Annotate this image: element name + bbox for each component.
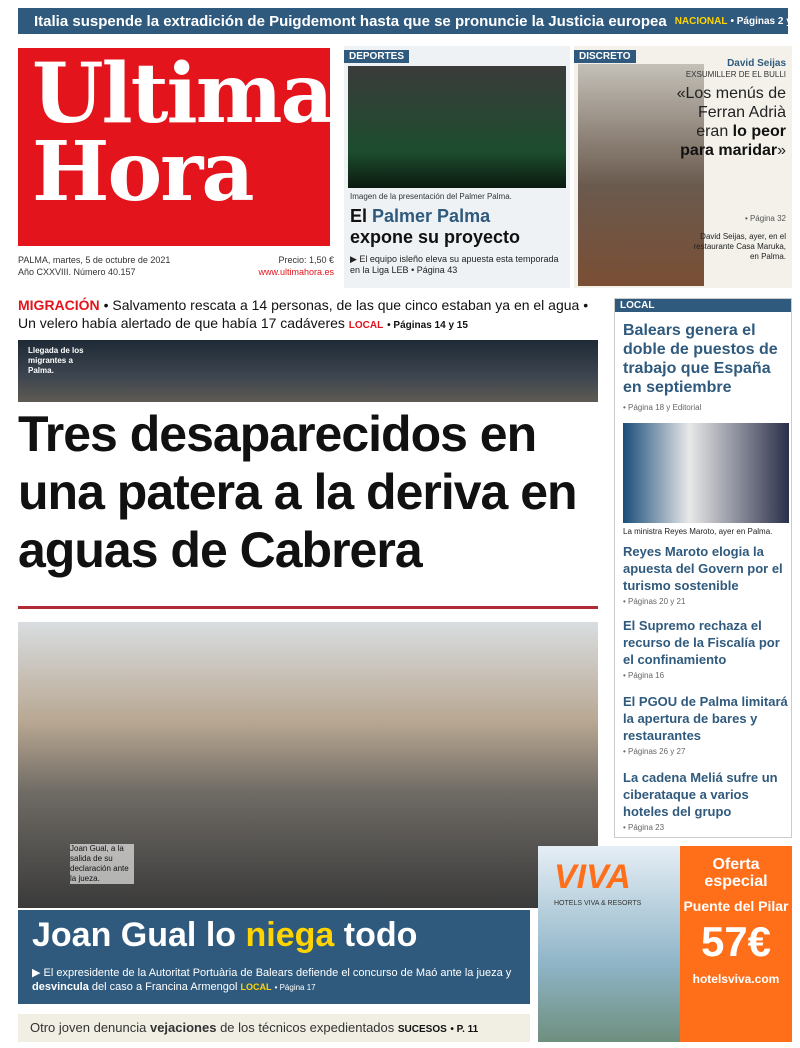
page-ref: • Página 32 bbox=[744, 214, 786, 223]
dateline bbox=[18, 254, 334, 278]
sucesos-teaser[interactable]: Otro joven denuncia vejaciones de los técnicos expedientados SUCESOS • P. 11 bbox=[18, 1014, 530, 1042]
local-item-2[interactable]: Reyes Maroto elogia la apuesta del Govern por el turismo sostenible bbox=[623, 544, 783, 593]
price: Precio: 1,50 € bbox=[278, 255, 334, 265]
gual-subhead: ▶ El expresidente de la Autoritat Portuària de Balears defiende el concurso de Maó ante la jueza y desvincula del caso a Francina Armengol LOCAL • Página 17 bbox=[32, 967, 512, 993]
page-ref: • Páginas 26 y 27 bbox=[623, 747, 686, 756]
main-headline[interactable]: Tres desaparecidos en una patera a la deriva en aguas de Cabrera bbox=[18, 406, 577, 578]
local-item-4[interactable]: El PGOU de Palma limitará la apertura de bares y restaurantes bbox=[623, 694, 788, 743]
photo-caption: Joan Gual, a la salida de su declaración ante la jueza. bbox=[70, 844, 134, 884]
quote: «Los menús de Ferran Adrià eran lo peor para maridar» bbox=[676, 85, 786, 159]
masthead-line2: Hora bbox=[32, 123, 253, 220]
divider bbox=[18, 606, 598, 609]
ad-price: 57€ bbox=[700, 918, 772, 965]
local-column bbox=[614, 298, 792, 838]
page-ref: • Página 16 bbox=[623, 671, 665, 680]
section-label-local: LOCAL bbox=[615, 299, 791, 312]
migration-kicker: MIGRACIÓN • Salvamento rescata a 14 personas, de las que cinco estaban ya en el agua • Un velero había alertado de que había 17 cadáveres LOCAL • Páginas 14 y 15 bbox=[18, 297, 589, 331]
photo-caption: Imagen de la presentación del Palmer Palma. bbox=[350, 192, 512, 201]
ad-brand: VIVA bbox=[554, 858, 631, 896]
photo-caption: Llegada de los migrantes a Palma. bbox=[28, 346, 84, 375]
local-item-3[interactable]: El Supremo rechaza el recurso de la Fiscalía por el confinamiento bbox=[623, 618, 780, 667]
masthead-line1: Ultima bbox=[32, 46, 332, 142]
ad-offer: Oferta especial bbox=[704, 856, 768, 890]
gual-story[interactable] bbox=[18, 910, 530, 1004]
person-role: EXSUMILLER DE EL BULLI bbox=[685, 70, 786, 79]
masthead-logo[interactable] bbox=[18, 48, 330, 246]
discreto-teaser[interactable] bbox=[574, 46, 792, 288]
local-item-5[interactable]: La cadena Meliá sufre un ciberataque a varios hoteles del grupo bbox=[623, 770, 778, 819]
deportes-headline: El Palmer Palma expone su proyecto bbox=[350, 206, 521, 247]
maroto-photo bbox=[623, 423, 789, 523]
deportes-teaser[interactable] bbox=[344, 46, 570, 288]
ad-url[interactable]: hotelsviva.com bbox=[692, 972, 780, 986]
section-tag: NACIONAL bbox=[674, 15, 728, 27]
team-photo bbox=[348, 66, 566, 188]
top-headline: Italia suspende la extradición de Puigdemont hasta que se pronuncie la Justicia europea bbox=[34, 12, 667, 30]
photo-caption: La ministra Reyes Maroto, ayer en Palma. bbox=[623, 527, 773, 536]
gual-photo bbox=[18, 622, 598, 908]
photo-caption: David Seijas, ayer, en el restaurante Casa Maruka, en Palma. bbox=[693, 232, 786, 261]
ad-brand-sub: HOTELS VIVA & RESORTS bbox=[554, 900, 642, 907]
viva-hotels-ad[interactable] bbox=[538, 846, 792, 1042]
website-link[interactable]: www.ultimahora.es bbox=[258, 267, 334, 277]
page-ref: • Página 23 bbox=[623, 823, 665, 832]
migrants-photo bbox=[18, 340, 598, 402]
page-ref: • Página 18 y Editorial bbox=[623, 403, 702, 412]
edition: Año CXXVIII. Número 40.157 bbox=[18, 267, 136, 277]
page-ref: • Páginas 20 y 21 bbox=[623, 597, 686, 606]
deportes-subhead: ▶ El equipo isleño eleva su apuesta esta temporada en la Liga LEB • Página 43 bbox=[350, 254, 559, 275]
gual-headline: Joan Gual lo niega todo bbox=[32, 916, 418, 954]
section-label-discreto: DISCRETO bbox=[574, 50, 636, 63]
local-item-1[interactable]: Balears genera el doble de puestos de trabajo que España en septiembre bbox=[623, 322, 778, 396]
date: PALMA, martes, 5 de octubre de 2021 bbox=[18, 255, 171, 265]
ad-offer-panel bbox=[680, 846, 792, 1042]
ad-dates: Puente del Pilar bbox=[683, 898, 789, 914]
person-name: David Seijas bbox=[727, 58, 786, 69]
page-ref: • Páginas 2 y 3 bbox=[730, 15, 800, 27]
section-label-deportes: DEPORTES bbox=[344, 50, 409, 63]
top-headline-bar[interactable] bbox=[18, 8, 800, 34]
